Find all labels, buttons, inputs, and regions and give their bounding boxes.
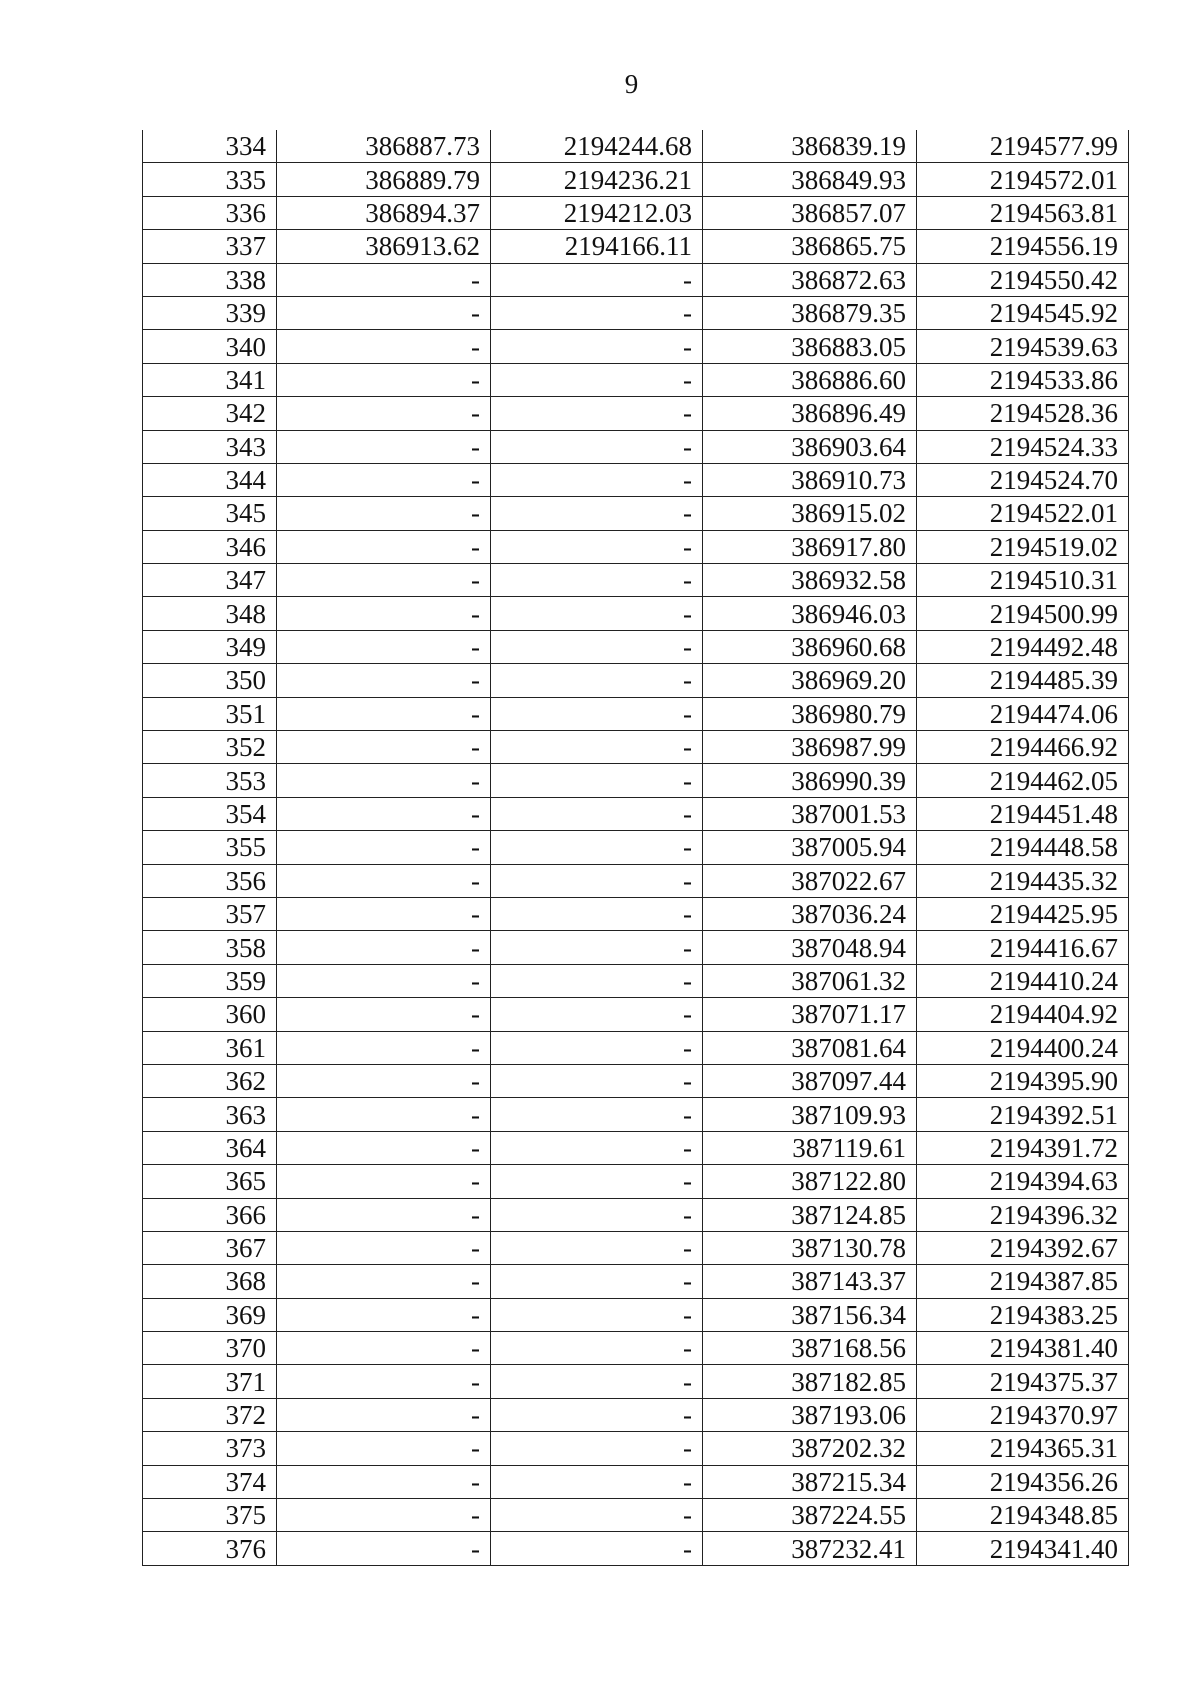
x-coordinate-1-cell: -	[277, 764, 491, 797]
x-coordinate-1-cell: -	[277, 897, 491, 930]
y-coordinate-2-cell: 2194391.72	[917, 1131, 1129, 1164]
y-coordinate-1-cell: -	[491, 864, 703, 897]
table-row	[143, 1098, 1129, 1131]
x-coordinate-2-cell: 387005.94	[703, 831, 917, 864]
y-coordinate-2-cell: 2194519.02	[917, 530, 1129, 563]
x-coordinate-1-cell: -	[277, 1499, 491, 1532]
x-coordinate-2-cell: 386896.49	[703, 397, 917, 430]
table-row	[143, 998, 1129, 1031]
y-coordinate-2-cell: 2194550.42	[917, 263, 1129, 296]
point-number-cell: 339	[143, 296, 277, 329]
y-coordinate-1-cell: 2194244.68	[491, 130, 703, 163]
point-number-cell: 364	[143, 1131, 277, 1164]
x-coordinate-1-cell: -	[277, 664, 491, 697]
point-number-cell: 365	[143, 1165, 277, 1198]
x-coordinate-2-cell: 386857.07	[703, 196, 917, 229]
y-coordinate-2-cell: 2194387.85	[917, 1265, 1129, 1298]
x-coordinate-1-cell: -	[277, 797, 491, 830]
y-coordinate-2-cell: 2194392.51	[917, 1098, 1129, 1131]
point-number-cell: 361	[143, 1031, 277, 1064]
y-coordinate-2-cell: 2194462.05	[917, 764, 1129, 797]
table-row	[143, 196, 1129, 229]
point-number-cell: 335	[143, 163, 277, 196]
table-row	[143, 564, 1129, 597]
point-number-cell: 356	[143, 864, 277, 897]
y-coordinate-2-cell: 2194539.63	[917, 330, 1129, 363]
y-coordinate-1-cell: -	[491, 897, 703, 930]
x-coordinate-2-cell: 386915.02	[703, 497, 917, 530]
x-coordinate-1-cell: -	[277, 1432, 491, 1465]
y-coordinate-2-cell: 2194404.92	[917, 998, 1129, 1031]
table-row	[143, 1332, 1129, 1365]
point-number-cell: 338	[143, 263, 277, 296]
x-coordinate-1-cell: -	[277, 296, 491, 329]
table-row	[143, 1398, 1129, 1431]
point-number-cell: 360	[143, 998, 277, 1031]
coordinates-table	[142, 130, 1129, 1566]
x-coordinate-1-cell: -	[277, 1532, 491, 1565]
x-coordinate-1-cell: -	[277, 397, 491, 430]
y-coordinate-2-cell: 2194416.67	[917, 931, 1129, 964]
y-coordinate-1-cell: -	[491, 1332, 703, 1365]
y-coordinate-1-cell: -	[491, 931, 703, 964]
x-coordinate-2-cell: 387022.67	[703, 864, 917, 897]
y-coordinate-1-cell: -	[491, 664, 703, 697]
x-coordinate-2-cell: 387168.56	[703, 1332, 917, 1365]
point-number-cell: 367	[143, 1231, 277, 1264]
y-coordinate-1-cell: -	[491, 263, 703, 296]
point-number-cell: 363	[143, 1098, 277, 1131]
y-coordinate-2-cell: 2194563.81	[917, 196, 1129, 229]
x-coordinate-2-cell: 386980.79	[703, 697, 917, 730]
x-coordinate-2-cell: 387182.85	[703, 1365, 917, 1398]
x-coordinate-2-cell: 387109.93	[703, 1098, 917, 1131]
x-coordinate-1-cell: -	[277, 363, 491, 396]
point-number-cell: 370	[143, 1332, 277, 1365]
x-coordinate-2-cell: 386917.80	[703, 530, 917, 563]
point-number-cell: 350	[143, 664, 277, 697]
table-row	[143, 163, 1129, 196]
y-coordinate-2-cell: 2194528.36	[917, 397, 1129, 430]
table-row	[143, 1298, 1129, 1331]
x-coordinate-1-cell: -	[277, 1131, 491, 1164]
y-coordinate-2-cell: 2194341.40	[917, 1532, 1129, 1565]
y-coordinate-2-cell: 2194572.01	[917, 163, 1129, 196]
x-coordinate-1-cell: -	[277, 564, 491, 597]
y-coordinate-2-cell: 2194375.37	[917, 1365, 1129, 1398]
table-row	[143, 263, 1129, 296]
table-row	[143, 463, 1129, 496]
point-number-cell: 375	[143, 1499, 277, 1532]
point-number-cell: 372	[143, 1398, 277, 1431]
x-coordinate-1-cell: -	[277, 463, 491, 496]
x-coordinate-1-cell: -	[277, 731, 491, 764]
x-coordinate-2-cell: 386879.35	[703, 296, 917, 329]
y-coordinate-1-cell: -	[491, 497, 703, 530]
y-coordinate-1-cell: -	[491, 430, 703, 463]
point-number-cell: 347	[143, 564, 277, 597]
y-coordinate-1-cell: 2194236.21	[491, 163, 703, 196]
x-coordinate-1-cell: -	[277, 964, 491, 997]
y-coordinate-1-cell: -	[491, 1532, 703, 1565]
y-coordinate-1-cell: -	[491, 697, 703, 730]
y-coordinate-1-cell: 2194212.03	[491, 196, 703, 229]
x-coordinate-1-cell: 386889.79	[277, 163, 491, 196]
y-coordinate-2-cell: 2194492.48	[917, 630, 1129, 663]
y-coordinate-1-cell: -	[491, 1198, 703, 1231]
point-number-cell: 342	[143, 397, 277, 430]
x-coordinate-2-cell: 386903.64	[703, 430, 917, 463]
y-coordinate-1-cell: -	[491, 1432, 703, 1465]
x-coordinate-1-cell: -	[277, 1365, 491, 1398]
table-row	[143, 1198, 1129, 1231]
page-number: 9	[624, 69, 639, 99]
y-coordinate-1-cell: -	[491, 964, 703, 997]
y-coordinate-2-cell: 2194410.24	[917, 964, 1129, 997]
y-coordinate-2-cell: 2194500.99	[917, 597, 1129, 630]
x-coordinate-2-cell: 387156.34	[703, 1298, 917, 1331]
table-row	[143, 1432, 1129, 1465]
y-coordinate-2-cell: 2194435.32	[917, 864, 1129, 897]
y-coordinate-1-cell: -	[491, 1298, 703, 1331]
x-coordinate-2-cell: 387097.44	[703, 1064, 917, 1097]
y-coordinate-2-cell: 2194556.19	[917, 230, 1129, 263]
point-number-cell: 349	[143, 630, 277, 663]
y-coordinate-1-cell: -	[491, 530, 703, 563]
coordinates-table-body	[143, 130, 1129, 1565]
point-number-cell: 336	[143, 196, 277, 229]
x-coordinate-2-cell: 387215.34	[703, 1465, 917, 1498]
table-row	[143, 1265, 1129, 1298]
table-row	[143, 230, 1129, 263]
x-coordinate-2-cell: 387001.53	[703, 797, 917, 830]
point-number-cell: 355	[143, 831, 277, 864]
x-coordinate-1-cell: -	[277, 1165, 491, 1198]
x-coordinate-2-cell: 387202.32	[703, 1432, 917, 1465]
x-coordinate-1-cell: -	[277, 1298, 491, 1331]
table-row	[143, 1499, 1129, 1532]
table-row	[143, 130, 1129, 163]
y-coordinate-2-cell: 2194370.97	[917, 1398, 1129, 1431]
y-coordinate-2-cell: 2194400.24	[917, 1031, 1129, 1064]
y-coordinate-1-cell: -	[491, 764, 703, 797]
x-coordinate-1-cell: -	[277, 1098, 491, 1131]
x-coordinate-1-cell: -	[277, 1031, 491, 1064]
y-coordinate-2-cell: 2194451.48	[917, 797, 1129, 830]
x-coordinate-2-cell: 387061.32	[703, 964, 917, 997]
y-coordinate-2-cell: 2194533.86	[917, 363, 1129, 396]
point-number-cell: 341	[143, 363, 277, 396]
y-coordinate-2-cell: 2194396.32	[917, 1198, 1129, 1231]
y-coordinate-2-cell: 2194381.40	[917, 1332, 1129, 1365]
point-number-cell: 352	[143, 731, 277, 764]
x-coordinate-1-cell: -	[277, 497, 491, 530]
y-coordinate-2-cell: 2194356.26	[917, 1465, 1129, 1498]
x-coordinate-1-cell: -	[277, 1398, 491, 1431]
x-coordinate-2-cell: 387124.85	[703, 1198, 917, 1231]
x-coordinate-2-cell: 387122.80	[703, 1165, 917, 1198]
table-row	[143, 397, 1129, 430]
x-coordinate-1-cell: -	[277, 998, 491, 1031]
table-row	[143, 964, 1129, 997]
y-coordinate-2-cell: 2194524.33	[917, 430, 1129, 463]
y-coordinate-1-cell: -	[491, 731, 703, 764]
table-row	[143, 931, 1129, 964]
y-coordinate-1-cell: -	[491, 597, 703, 630]
y-coordinate-2-cell: 2194524.70	[917, 463, 1129, 496]
x-coordinate-1-cell: 386913.62	[277, 230, 491, 263]
x-coordinate-2-cell: 387224.55	[703, 1499, 917, 1532]
y-coordinate-2-cell: 2194522.01	[917, 497, 1129, 530]
table-row	[143, 797, 1129, 830]
x-coordinate-1-cell: -	[277, 1332, 491, 1365]
x-coordinate-1-cell: -	[277, 697, 491, 730]
point-number-cell: 371	[143, 1365, 277, 1398]
table-row	[143, 597, 1129, 630]
x-coordinate-2-cell: 387193.06	[703, 1398, 917, 1431]
y-coordinate-2-cell: 2194365.31	[917, 1432, 1129, 1465]
y-coordinate-2-cell: 2194425.95	[917, 897, 1129, 930]
table-row	[143, 831, 1129, 864]
x-coordinate-1-cell: -	[277, 931, 491, 964]
point-number-cell: 337	[143, 230, 277, 263]
y-coordinate-2-cell: 2194466.92	[917, 731, 1129, 764]
y-coordinate-2-cell: 2194392.67	[917, 1231, 1129, 1264]
table-row	[143, 630, 1129, 663]
table-row	[143, 1064, 1129, 1097]
point-number-cell: 354	[143, 797, 277, 830]
y-coordinate-1-cell: -	[491, 1265, 703, 1298]
y-coordinate-2-cell: 2194510.31	[917, 564, 1129, 597]
table-row	[143, 1165, 1129, 1198]
table-row	[143, 497, 1129, 530]
table-row	[143, 1465, 1129, 1498]
point-number-cell: 353	[143, 764, 277, 797]
x-coordinate-2-cell: 386865.75	[703, 230, 917, 263]
x-coordinate-1-cell: -	[277, 430, 491, 463]
table-row	[143, 864, 1129, 897]
y-coordinate-1-cell: -	[491, 1165, 703, 1198]
point-number-cell: 348	[143, 597, 277, 630]
x-coordinate-1-cell: -	[277, 263, 491, 296]
x-coordinate-2-cell: 386883.05	[703, 330, 917, 363]
x-coordinate-2-cell: 386910.73	[703, 463, 917, 496]
y-coordinate-2-cell: 2194577.99	[917, 130, 1129, 163]
x-coordinate-2-cell: 387130.78	[703, 1231, 917, 1264]
x-coordinate-2-cell: 386946.03	[703, 597, 917, 630]
table-row	[143, 1532, 1129, 1565]
y-coordinate-2-cell: 2194395.90	[917, 1064, 1129, 1097]
y-coordinate-1-cell: -	[491, 630, 703, 663]
x-coordinate-2-cell: 387048.94	[703, 931, 917, 964]
x-coordinate-1-cell: -	[277, 1198, 491, 1231]
y-coordinate-1-cell: -	[491, 1131, 703, 1164]
x-coordinate-2-cell: 386839.19	[703, 130, 917, 163]
point-number-cell: 369	[143, 1298, 277, 1331]
y-coordinate-2-cell: 2194485.39	[917, 664, 1129, 697]
x-coordinate-2-cell: 387143.37	[703, 1265, 917, 1298]
x-coordinate-1-cell: -	[277, 1231, 491, 1264]
x-coordinate-2-cell: 386969.20	[703, 664, 917, 697]
table-row	[143, 530, 1129, 563]
x-coordinate-2-cell: 386849.93	[703, 163, 917, 196]
y-coordinate-1-cell: 2194166.11	[491, 230, 703, 263]
table-row	[143, 697, 1129, 730]
table-row	[143, 330, 1129, 363]
x-coordinate-1-cell: -	[277, 597, 491, 630]
x-coordinate-1-cell: -	[277, 1064, 491, 1097]
point-number-cell: 344	[143, 463, 277, 496]
y-coordinate-1-cell: -	[491, 1064, 703, 1097]
point-number-cell: 345	[143, 497, 277, 530]
y-coordinate-2-cell: 2194394.63	[917, 1165, 1129, 1198]
point-number-cell: 376	[143, 1532, 277, 1565]
point-number-cell: 358	[143, 931, 277, 964]
point-number-cell: 351	[143, 697, 277, 730]
table-row	[143, 664, 1129, 697]
y-coordinate-1-cell: -	[491, 397, 703, 430]
x-coordinate-1-cell: -	[277, 530, 491, 563]
y-coordinate-1-cell: -	[491, 1398, 703, 1431]
y-coordinate-1-cell: -	[491, 1031, 703, 1064]
y-coordinate-2-cell: 2194383.25	[917, 1298, 1129, 1331]
y-coordinate-1-cell: -	[491, 296, 703, 329]
x-coordinate-2-cell: 386960.68	[703, 630, 917, 663]
x-coordinate-2-cell: 387071.17	[703, 998, 917, 1031]
point-number-cell: 368	[143, 1265, 277, 1298]
y-coordinate-1-cell: -	[491, 564, 703, 597]
table-row	[143, 1365, 1129, 1398]
x-coordinate-2-cell: 387232.41	[703, 1532, 917, 1565]
x-coordinate-1-cell: -	[277, 1265, 491, 1298]
y-coordinate-1-cell: -	[491, 797, 703, 830]
y-coordinate-2-cell: 2194474.06	[917, 697, 1129, 730]
y-coordinate-1-cell: -	[491, 1231, 703, 1264]
table-row	[143, 430, 1129, 463]
point-number-cell: 346	[143, 530, 277, 563]
x-coordinate-1-cell: -	[277, 864, 491, 897]
table-row	[143, 897, 1129, 930]
table-row	[143, 363, 1129, 396]
table-row	[143, 1231, 1129, 1264]
table-row	[143, 1131, 1129, 1164]
y-coordinate-2-cell: 2194545.92	[917, 296, 1129, 329]
point-number-cell: 362	[143, 1064, 277, 1097]
y-coordinate-1-cell: -	[491, 363, 703, 396]
x-coordinate-2-cell: 387036.24	[703, 897, 917, 930]
y-coordinate-2-cell: 2194348.85	[917, 1499, 1129, 1532]
y-coordinate-1-cell: -	[491, 1365, 703, 1398]
x-coordinate-1-cell: -	[277, 831, 491, 864]
point-number-cell: 373	[143, 1432, 277, 1465]
y-coordinate-1-cell: -	[491, 831, 703, 864]
x-coordinate-2-cell: 386932.58	[703, 564, 917, 597]
table-row	[143, 296, 1129, 329]
x-coordinate-2-cell: 387081.64	[703, 1031, 917, 1064]
y-coordinate-1-cell: -	[491, 1499, 703, 1532]
point-number-cell: 359	[143, 964, 277, 997]
y-coordinate-1-cell: -	[491, 463, 703, 496]
point-number-cell: 340	[143, 330, 277, 363]
point-number-cell: 334	[143, 130, 277, 163]
table-row	[143, 731, 1129, 764]
x-coordinate-1-cell: -	[277, 1465, 491, 1498]
table-row	[143, 1031, 1129, 1064]
point-number-cell: 366	[143, 1198, 277, 1231]
y-coordinate-1-cell: -	[491, 998, 703, 1031]
x-coordinate-2-cell: 386886.60	[703, 363, 917, 396]
x-coordinate-1-cell: -	[277, 330, 491, 363]
x-coordinate-2-cell: 387119.61	[703, 1131, 917, 1164]
x-coordinate-2-cell: 386990.39	[703, 764, 917, 797]
y-coordinate-1-cell: -	[491, 1098, 703, 1131]
x-coordinate-1-cell: 386894.37	[277, 196, 491, 229]
x-coordinate-1-cell: 386887.73	[277, 130, 491, 163]
point-number-cell: 357	[143, 897, 277, 930]
table-row	[143, 764, 1129, 797]
x-coordinate-2-cell: 386872.63	[703, 263, 917, 296]
y-coordinate-2-cell: 2194448.58	[917, 831, 1129, 864]
y-coordinate-1-cell: -	[491, 1465, 703, 1498]
x-coordinate-2-cell: 386987.99	[703, 731, 917, 764]
x-coordinate-1-cell: -	[277, 630, 491, 663]
point-number-cell: 343	[143, 430, 277, 463]
y-coordinate-1-cell: -	[491, 330, 703, 363]
point-number-cell: 374	[143, 1465, 277, 1498]
